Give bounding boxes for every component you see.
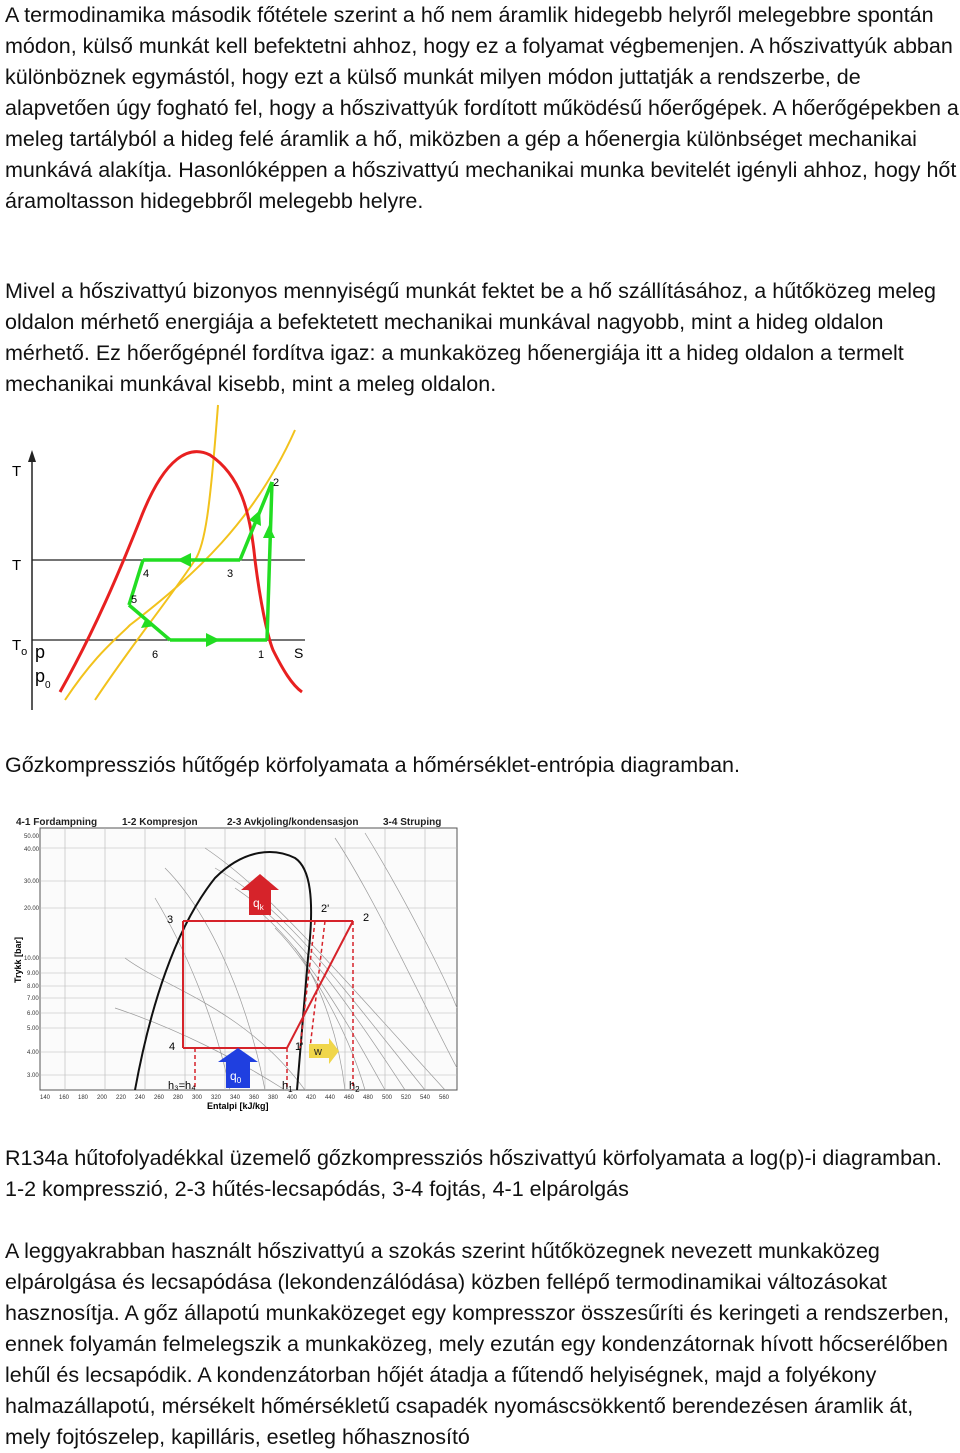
paragraph-refrigerant-cycle: A leggyakrabban használt hőszivattyú a szokás szerint hűtőközegnek nevezett munkaközeg elpárolgása és lecsapódása (lekondenzálódása) közben fellépő termodinamikai változásokat hasznosítja. A gőz állapotú munkaközeget egy kompresszor összesűríti és keringeti a rendszerben, ennek folyamán felmelegszik a munkaközeg, mely ezután egy kondenzátornak hívott hőcserélőben lehűl és lecsapódik. A kondenzátorban hőjét átadja a fűtendő helyiségnek, majd a folyékony halmazállapotú, mérsékelt hőmérsékletű csapadék nyomáscsökkentő berendezésen áramlik át, mely fojtószelep, kapilláris, esetleg hőhasznosító [5,1239,950,1449]
caption-ph-diagram: R134a hűtofolyadékkal üzemelő gőzkompressziós hőszivattyú körfolyamata a log(p)-i diagramban. 1-2 kompresszió, 2-3 hűtés-lecsapódás, 3-4 fojtás, 4-1 elpárolgás [5,1146,942,1201]
ph-x-tick: 400 [287,1095,298,1101]
ts-point-3: 3 [227,568,234,580]
ts-point-5: 5 [131,594,138,606]
ph-x-tick: 560 [439,1095,450,1101]
ph-point-2prime: 2' [321,903,330,915]
ph-h3-h4-label: h₃=h₄ [168,1080,196,1092]
ph-x-tick: 300 [192,1095,203,1101]
ph-point-4: 4 [169,1041,176,1053]
ts-p0-label: $p_0$ [35,666,51,691]
ph-y-tick: 20.00 [24,906,40,912]
ph-point-3: 3 [167,914,174,926]
ph-y-tick: 6.00 [27,1011,39,1017]
ts-point-2: 2 [273,477,280,489]
ph-x-tick: 480 [363,1095,374,1101]
svg-text:w: w [314,1046,322,1058]
ph-x-tick: 520 [401,1095,412,1101]
ph-y-tick: 10.00 [24,956,40,962]
ph-diagram [5,808,465,1114]
ph-x-tick: 260 [154,1095,165,1101]
ph-y-tick: 40.00 [24,847,40,853]
ph-legend [16,817,441,828]
ts-point-6: 6 [152,649,159,661]
ph-legend-item: 4-1 Fordampning [16,817,98,828]
ph-x-tick: 320 [211,1095,222,1101]
ts-saturation-dome [60,452,302,692]
ph-y-ticks [24,834,40,1079]
ph-x-tick: 240 [135,1095,146,1101]
ph-h2-label: $h_2$ [349,1080,360,1094]
ph-y-tick: 50.00 [24,834,40,840]
ph-x-tick: 140 [40,1095,51,1101]
ph-y-tick: 9.00 [27,971,39,977]
ph-x-tick: 200 [97,1095,108,1101]
ph-y-tick: 5.00 [27,1026,39,1032]
ts-axis-t-label: T [12,463,22,480]
ts-level-t-label: T [12,557,22,574]
ph-y-tick: 4.00 [27,1050,39,1056]
ph-x-tick: 380 [268,1095,279,1101]
ph-y-tick: 30.00 [24,879,40,885]
svg-text:qk: $q_k$ [253,896,264,912]
paragraph-energy-balance: Mivel a hőszivattyú bizonyos mennyiségű munkát fektet be a hő szállításához, a hűtőközeg meleg oldalon mérhető energiája a befektetett mechanikai munkával nagyobb, mint a hideg oldalon mérhető. Ez hőerőgépnél fordítva igaz: a munkaközeg hőenergiája itt a hideg oldalon a termelt mechanikai munkával kisebb, mint a meleg oldalon. [5,279,936,396]
ts-p-label: p [35,642,46,662]
ph-legend-item: 1-2 Kompresjon [122,817,198,828]
ph-x-tick: 500 [382,1095,393,1101]
caption-ts-diagram: Gőzkompressziós hűtőgép körfolyamata a hőmérséklet-entrópia diagramban. [5,753,740,777]
ph-y-tick: 7.00 [27,996,39,1002]
ts-s-label: S [294,645,304,661]
ph-x-tick: 460 [344,1095,355,1101]
ph-y-axis-label: Trykk [bar] [13,936,23,983]
ph-point-2: 2 [363,912,370,924]
ph-x-tick: 180 [78,1095,89,1101]
ts-point-4: 4 [143,568,150,580]
ph-x-tick: 280 [173,1095,184,1101]
ph-x-tick: 160 [59,1095,70,1101]
svg-text:q0: $q_0$ [230,1069,242,1085]
ph-x-tick: 360 [249,1095,260,1101]
ph-point-1prime: 1' [295,1041,304,1053]
ph-x-axis-label: Entalpi [kJ/kg] [207,1101,269,1111]
paragraph-second-law: A termodinamika második főtétele szerint a hő nem áramlik hidegebb helyről melegebbre spontán módon, külső munkát kell befektetni ahhoz, hogy ez a folyamat végbemenjen. A hőszivattyúk abban különböznek egymástól, hogy ezt a külső munkát milyen módon juttatják a rendszerbe, de alapvetően úgy fogható fel, hogy a hőszivattyúk fordított működésű hőerőgépek. A hőerőgépekben a meleg tartályból a hideg felé áramlik a hő, miközben a gép a hőenergia különbséget mechanikai munkává alakítja. Hasonlóképpen a hőszivattyú mechanikai munka bevitelét igényli ahhoz, hogy hőt áramoltasson hidegebbről melegebb helyre. [5,3,959,213]
ph-x-tick: 420 [306,1095,317,1101]
ph-x-tick: 340 [230,1095,241,1101]
ts-t-axis-arrow [28,450,36,462]
ph-x-tick: 440 [325,1095,336,1101]
ts-level-t0-label: $T_o$ [12,637,28,658]
ph-x-tick: 540 [420,1095,431,1101]
ts-diagram [5,400,315,715]
ph-legend-item: 3-4 Struping [383,817,442,828]
ph-legend-item: 2-3 Avkjoling/kondensasjon [227,817,359,828]
ph-plot-area [40,828,457,1090]
ts-point-1: 1 [258,649,265,661]
ts-cycle-arrows [141,510,275,647]
ph-y-tick: 8.00 [27,984,39,990]
ph-y-tick: 3.00 [27,1073,39,1079]
ph-h1-label: $h_1$ [282,1080,293,1094]
ph-x-tick: 220 [116,1095,127,1101]
